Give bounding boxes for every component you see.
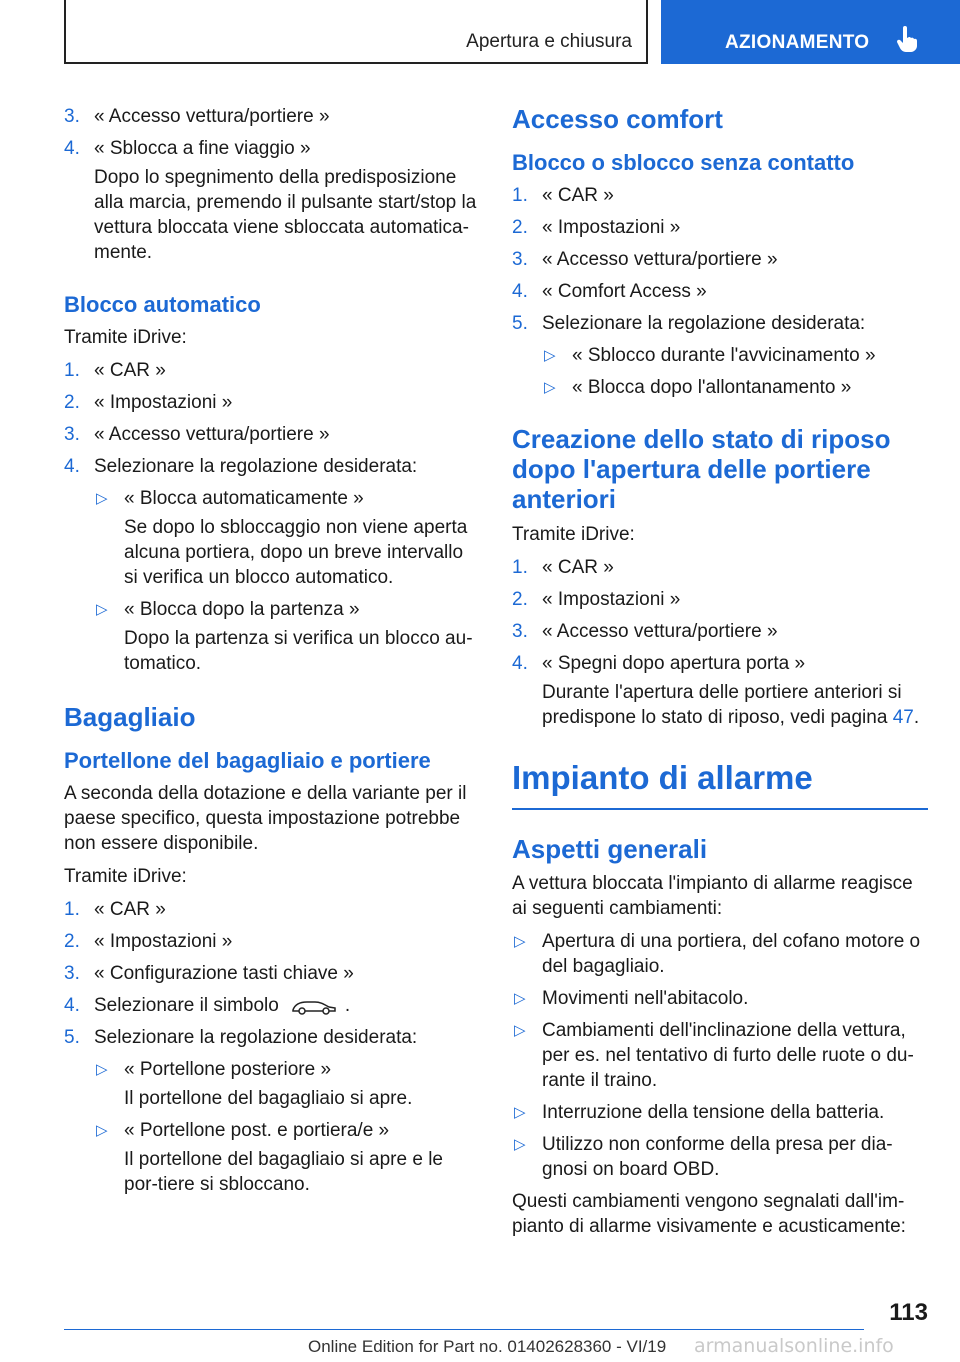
list-item — [512, 183, 928, 208]
list-item — [64, 390, 480, 415]
header-tab[interactable] — [661, 0, 960, 64]
triangle-bullet-icon: ▷ — [96, 1122, 108, 1139]
option-label: « Portellone post. e portiera/e » — [124, 1120, 390, 1141]
section-heading: Aspetti generali — [512, 834, 708, 864]
step-text: « CAR » — [94, 899, 166, 920]
step-number: 2. — [64, 392, 80, 413]
list-item — [512, 247, 928, 272]
list-item — [512, 311, 928, 336]
header-section-box — [64, 0, 648, 64]
list-item — [512, 555, 928, 580]
step-number: 1. — [512, 557, 528, 578]
list-item — [512, 587, 928, 612]
triangle-bullet-icon: ▷ — [544, 347, 556, 364]
car-tailgate-icon — [291, 996, 337, 1016]
step-text: « CAR » — [94, 360, 166, 381]
list-item — [512, 651, 928, 730]
step-text: « Sblocca a fine viaggio » — [94, 138, 311, 159]
list-item — [512, 1100, 928, 1125]
step-description-text: Durante l'apertura delle portiere anteriori si predispone lo stato di riposo, vedi pagina — [542, 682, 902, 728]
bullet-text: Interruzione della tensione della batteria. — [542, 1102, 885, 1123]
list-item — [94, 486, 480, 590]
triangle-bullet-icon: ▷ — [96, 490, 108, 507]
option-list — [64, 486, 480, 676]
chapter-divider — [512, 808, 928, 810]
step-suffix: . — [344, 995, 351, 1016]
list-item — [512, 1018, 928, 1093]
step-text: « Accesso vettura/portiere » — [94, 424, 330, 445]
step-text: « Comfort Access » — [542, 281, 707, 302]
step-number: 3. — [64, 424, 80, 445]
paragraph: A vettura bloccata l'impianto di allarme reagisce ai seguenti cambiamenti: — [512, 873, 913, 919]
step-text: Selezionare il simbolo — [94, 995, 279, 1016]
list-item — [512, 929, 928, 979]
paragraph: Questi cambiamenti vengono segnalati dall'im-pianto di allarme visivamente e acusticamente: — [512, 1191, 906, 1237]
list-item — [64, 961, 480, 986]
list-item — [94, 1118, 480, 1197]
list-item — [64, 929, 480, 954]
bullet-text: Apertura di una portiera, del cofano motore o del bagagliaio. — [542, 931, 921, 977]
option-description: Se dopo lo sbloccaggio non viene aperta alcuna portiera, dopo un breve intervallo si verifica un blocco automatico. — [124, 517, 468, 588]
step-text: « Impostazioni » — [94, 392, 233, 413]
triangle-bullet-icon: ▷ — [514, 1136, 526, 1153]
list-item — [512, 619, 928, 644]
page-number: 113 — [889, 1299, 928, 1326]
footer-divider — [64, 1329, 864, 1330]
right-column — [512, 104, 928, 1247]
step-number: 3. — [512, 249, 528, 270]
step-number: 4. — [64, 456, 80, 477]
step-number: 1. — [64, 360, 80, 381]
triangle-bullet-icon: ▷ — [514, 990, 526, 1007]
list-item — [94, 597, 480, 676]
step-text: « Impostazioni » — [542, 217, 681, 238]
list-item — [64, 136, 480, 265]
step-number: 1. — [64, 899, 80, 920]
list-item — [94, 1057, 480, 1111]
bullet-text: Cambiamenti dell'inclinazione della vettura, per es. nel tentativo di furto delle ruote o du-rante il traino. — [542, 1020, 914, 1091]
chapter-heading: Bagagliaio — [64, 702, 196, 732]
list-item — [64, 993, 480, 1018]
step-number: 4. — [512, 281, 528, 302]
list-item — [512, 1132, 928, 1182]
chapter-title: Impianto di allarme — [512, 759, 813, 796]
section-heading: Blocco o sblocco senza contatto — [512, 150, 855, 175]
step-text: Selezionare la regolazione desiderata: — [542, 313, 866, 334]
option-label: « Sblocco durante l'avvicinamento » — [572, 345, 876, 366]
step-number: 5. — [64, 1027, 80, 1048]
pointing-hand-icon — [896, 26, 918, 52]
page-link[interactable]: 47 — [892, 707, 914, 728]
option-list — [512, 343, 928, 400]
section-heading: Portellone del bagagliaio e portiere — [64, 748, 431, 773]
watermark: armanualsonline.info — [694, 1335, 894, 1357]
option-label: « Blocca dopo l'allontanamento » — [572, 377, 852, 398]
list-item — [542, 375, 928, 400]
footer-edition: Online Edition for Part no. 01402628360 - VI/19 — [308, 1337, 667, 1356]
bullet-text: Utilizzo non conforme della presa per dia-gnosi on board OBD. — [542, 1134, 893, 1180]
step-number: 3. — [64, 963, 80, 984]
step-number: 3. — [64, 106, 80, 127]
triangle-bullet-icon: ▷ — [514, 1104, 526, 1121]
list-item — [512, 215, 928, 240]
step-number: 2. — [64, 931, 80, 952]
paragraph: Tramite iDrive: — [64, 327, 187, 348]
header-tab-label: AZIONAMENTO — [725, 32, 870, 53]
step-number: 4. — [512, 653, 528, 674]
header-section-title: Apertura e chiusura — [466, 31, 632, 52]
list-item — [64, 104, 480, 129]
option-description: Il portellone del bagagliaio si apre. — [124, 1088, 413, 1109]
triangle-bullet-icon: ▷ — [514, 1022, 526, 1039]
step-text: Selezionare la regolazione desiderata: — [94, 1027, 418, 1048]
paragraph: Tramite iDrive: — [512, 524, 635, 545]
chapter-heading: Creazione dello stato di riposo dopo l'apertura delle portiere anteriori — [512, 424, 891, 514]
triangle-bullet-icon: ▷ — [544, 379, 556, 396]
step-description: Dopo lo spegnimento della predisposizione alla marcia, premendo il pulsante start/stop la vettura bloccata viene sbloccata automatica-mente. — [94, 167, 477, 263]
step-text: « Spegni dopo apertura porta » — [542, 653, 806, 674]
list-item — [64, 454, 480, 479]
step-suffix: . — [913, 707, 920, 728]
option-description: Dopo la partenza si verifica un blocco au-tomatico. — [124, 628, 473, 674]
triangle-bullet-icon: ▷ — [96, 601, 108, 618]
list-item — [512, 279, 928, 304]
section-heading: Blocco automatico — [64, 292, 261, 317]
option-label: « Blocca automaticamente » — [124, 488, 364, 509]
bullet-text: Movimenti nell'abitacolo. — [542, 988, 749, 1009]
list-item — [64, 422, 480, 447]
step-number: 1. — [512, 185, 528, 206]
list-item — [64, 1025, 480, 1050]
option-label: « Blocca dopo la partenza » — [124, 599, 360, 620]
step-number: 2. — [512, 589, 528, 610]
list-item — [512, 986, 928, 1011]
step-text: « Impostazioni » — [94, 931, 233, 952]
option-description: Il portellone del bagagliaio si apre e le por-tiere si sbloccano. — [124, 1149, 443, 1195]
step-text: « Accesso vettura/portiere » — [542, 621, 778, 642]
option-list — [64, 1057, 480, 1197]
triangle-bullet-icon: ▷ — [96, 1061, 108, 1078]
triangle-bullet-icon: ▷ — [514, 933, 526, 950]
step-number: 4. — [64, 995, 80, 1016]
step-text: « CAR » — [542, 185, 614, 206]
chapter-heading: Accesso comfort — [512, 104, 723, 134]
list-item — [64, 358, 480, 383]
step-text: Selezionare la regolazione desiderata: — [94, 456, 418, 477]
list-item — [542, 343, 928, 368]
step-text: « CAR » — [542, 557, 614, 578]
step-number: 4. — [64, 138, 80, 159]
paragraph: A seconda della dotazione e della variante per il paese specifico, questa impostazione potrebbe non essere disponibile. — [64, 783, 467, 854]
step-text: « Accesso vettura/portiere » — [542, 249, 778, 270]
step-description — [542, 680, 928, 730]
option-label: « Portellone posteriore » — [124, 1059, 332, 1080]
paragraph: Tramite iDrive: — [64, 866, 187, 887]
step-text: « Configurazione tasti chiave » — [94, 963, 354, 984]
list-item — [64, 897, 480, 922]
step-number: 5. — [512, 313, 528, 334]
step-text: « Accesso vettura/portiere » — [94, 106, 330, 127]
left-column — [64, 104, 480, 1204]
step-text: « Impostazioni » — [542, 589, 681, 610]
step-number: 2. — [512, 217, 528, 238]
step-number: 3. — [512, 621, 528, 642]
